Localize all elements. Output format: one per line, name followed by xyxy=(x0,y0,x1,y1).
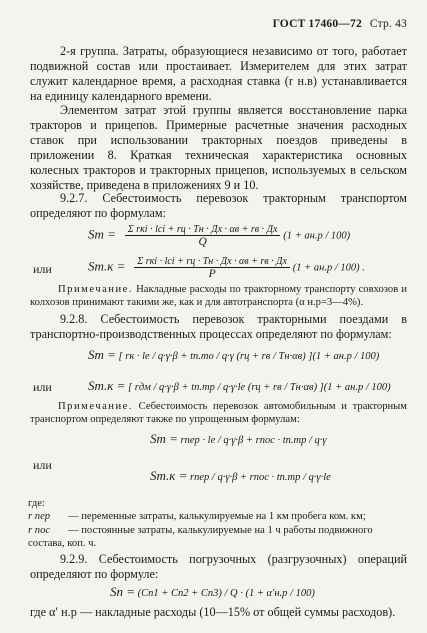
note-1-label: Примечание. xyxy=(58,284,133,295)
or-label-2: или xyxy=(33,380,52,394)
where-label: где: xyxy=(28,498,45,509)
note-2-label: Примечание. xyxy=(58,401,133,412)
formula-1-tail: (1 + aн.р / 100) xyxy=(283,230,351,242)
formula-5-body: rпер · lе / q·γ·β + rпос · tп.тр / q·γ xyxy=(180,435,327,446)
formula-2-numerator: Σ rкi · lсi + rц · Tн · Дх · αв + rв · Дх xyxy=(134,256,290,268)
standard-number: ГОСТ 17460—72 xyxy=(272,18,362,30)
paragraph-9-2-8: 9.2.8. Себестоимость перевозок тракторными поездами в транспортно-производственных процессах определяют по формулам: xyxy=(30,312,407,341)
formula-5 xyxy=(150,431,327,447)
formula-1 xyxy=(88,224,350,248)
formula-3-lhs: Sт = xyxy=(88,347,116,362)
formula-3 xyxy=(88,347,379,363)
formula-4 xyxy=(88,378,391,394)
or-label-3: или xyxy=(33,458,52,472)
formula-7-lhs: Sп = xyxy=(110,584,136,599)
page-number: Стр. 43 xyxy=(369,18,407,30)
paragraph-group2: 2-я группа. Затраты, образующиеся независимо от того, работает подвижной состав или простаивает. Измерителем для этих затрат служит календарное время, а расходная ставка (r н.в) устанавливается на единицу календарного времени. xyxy=(30,44,407,103)
formula-2-denominator: P xyxy=(208,268,216,280)
formula-2-tail: (1 + aн.р / 100) . xyxy=(292,262,365,274)
formula-1-lhs: Sт = xyxy=(88,226,116,242)
definition-r-per-term: r пер xyxy=(28,511,51,522)
note-1-text: Накладные расходы по тракторному транспорту совхозов и колхозов принимают такими же, как и для автотранспорта (α н.р=3—4%). xyxy=(30,284,407,308)
note-1 xyxy=(30,283,407,309)
formula-6-lhs: Sт.к = xyxy=(150,468,188,483)
formula-6-body: rпер / q·γ·β + rпос · tп.тр / q·γ·lе xyxy=(190,472,331,483)
definition-r-per-text: — переменные затраты, калькулируемые на 1 км пробега ком. км; xyxy=(68,511,366,522)
or-label-1: или xyxy=(33,262,52,276)
formula-2-lhs: Sт.к = xyxy=(88,258,126,274)
formula-2 xyxy=(88,256,365,280)
definition-r-pos-text: — постоянные затраты, калькулируемые на 1 ч работы подвижного состава, коп. ч. xyxy=(28,525,373,549)
note-2-text: Себестоимость перевозок автомобильным и тракторным транспортом определяют также по упрощенным формулам: xyxy=(30,401,407,425)
paragraph-9-2-9: 9.2.9. Себестоимость погрузочных (разгрузочных) операций определяют по формуле: xyxy=(30,552,407,581)
paragraph-where-alpha: где α′ н.р — накладные расходы (10—15% от общей суммы расходов). xyxy=(30,605,396,619)
paragraph-9-2-7: 9.2.7. Себестоимость перевозок тракторным транспортом определяют по формулам: xyxy=(30,191,407,220)
formula-7-body: (Cп1 + Cп2 + Cп3) / Q · (1 + α′н.р / 100) xyxy=(137,588,315,599)
definition-r-pos xyxy=(28,524,407,550)
definition-r-pos-term: r пос xyxy=(28,525,51,536)
paragraph-element: Элементом затрат этой группы является восстановление парка тракторов и прицепов. Примерные расчетные значения расходных ставок при использовании тракторных поездов приведены в приложении 8. Краткая техническая характеристика основных колесных тракторов и тракторных прицепов, используемых в сельском хозяйстве, приведена в приложениях 9 и 10. xyxy=(30,103,407,192)
definition-r-per xyxy=(28,510,407,523)
formula-1-numerator: Σ rкi · lсi + rц · Tн · Дх · αв + rв · Дх xyxy=(125,224,281,236)
formula-4-body: [ rдм / q·γ·β + tп.тр / q·γ·lе (rц + rв / Tн·αв) ](1 + aн.р / 100) xyxy=(128,382,391,393)
note-2 xyxy=(30,400,407,426)
formula-6 xyxy=(150,468,331,484)
formula-3-body: [ rк · lе / q·γ·β + tп.то / q·γ (rц + rв / Tн·αв) ](1 + aн.р / 100) xyxy=(118,351,380,362)
formula-1-denominator: Q xyxy=(198,236,207,248)
formula-5-lhs: Sт = xyxy=(150,431,178,446)
page-header xyxy=(273,18,407,30)
formula-7 xyxy=(110,584,315,600)
formula-4-lhs: Sт.к = xyxy=(88,378,126,393)
